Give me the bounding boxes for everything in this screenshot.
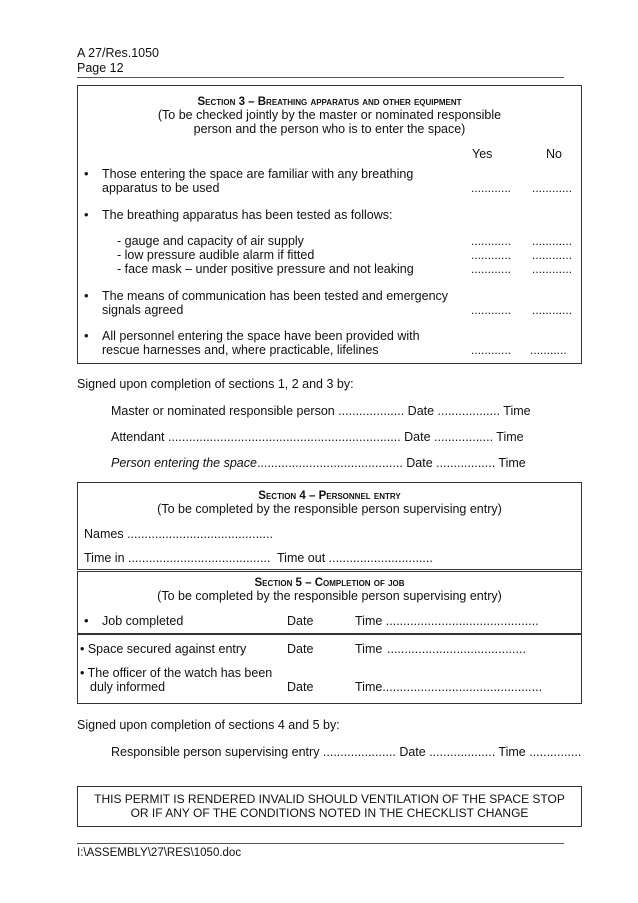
officer-time: Time.............................................. xyxy=(355,680,543,694)
space-secured-time-blank: ........................................ xyxy=(387,642,526,656)
item1-no-blank: ............ xyxy=(532,181,573,195)
sub2-no-blank: ............ xyxy=(532,248,573,262)
section3-subtitle-1: (To be checked jointly by the master or nominated responsible xyxy=(157,108,502,122)
signed-master-line: Master or nominated responsible person ................... Date .................. Time xyxy=(111,404,531,418)
bullet-icon: • xyxy=(84,207,89,222)
footer-rule xyxy=(77,843,564,844)
item2-text: The breathing apparatus has been tested as follows: xyxy=(102,208,393,222)
item3-yes-blank: ............ xyxy=(471,303,512,317)
sub1-no-blank: ............ xyxy=(532,234,573,248)
job-completed-time: Time ............................................ xyxy=(355,614,539,628)
section5-subtitle: (To be completed by the responsible person supervising entry) xyxy=(157,589,502,603)
col-no-header: No xyxy=(546,147,562,161)
signed-person-line xyxy=(111,456,526,471)
sub3-yes-blank: ............ xyxy=(471,262,512,276)
sub1-text: - gauge and capacity of air supply xyxy=(117,234,304,248)
page-number: Page 12 xyxy=(77,61,124,75)
sub1-yes-blank: ............ xyxy=(471,234,512,248)
item1-yes-blank: ............ xyxy=(471,181,512,195)
bullet-icon: • xyxy=(84,166,89,181)
warning-line1: THIS PERMIT IS RENDERED INVALID SHOULD VENTILATION OF THE SPACE STOP xyxy=(94,792,565,806)
person-entering-blanks: .......................................... Date ................. Time xyxy=(256,456,526,470)
officer-line1: • The officer of the watch has been xyxy=(80,666,273,680)
job-completed-date: Date xyxy=(287,614,314,628)
person-entering-label: Person entering the space xyxy=(111,456,257,470)
signed-45-line: Responsible person supervising entry ..................... Date ................... Time ............... xyxy=(111,745,582,759)
section5-title: Section 5 – Completion of job xyxy=(254,577,405,589)
sub2-yes-blank: ............ xyxy=(471,248,512,262)
officer-date: Date xyxy=(287,680,314,694)
footer-path: I:\ASSEMBLY\27\RES\1050.doc xyxy=(77,847,242,859)
col-yes-header: Yes xyxy=(472,147,493,161)
space-secured-time: Time xyxy=(355,642,383,656)
section4-subtitle: (To be completed by the responsible person supervising entry) xyxy=(157,502,502,516)
section4-title: Section 4 – Personnel entry xyxy=(258,490,401,502)
header-rule xyxy=(77,77,564,78)
bullet-icon: • xyxy=(84,288,89,303)
sub2-text: - low pressure audible alarm if fitted xyxy=(117,248,315,262)
space-secured-date: Date xyxy=(287,642,314,656)
time-in-field: Time in ......................................... xyxy=(84,551,271,565)
bullet-icon: • xyxy=(84,613,89,628)
time-out-field: Time out .............................. xyxy=(277,551,433,565)
signed-123-intro: Signed upon completion of sections 1, 2 and 3 by: xyxy=(77,377,354,391)
job-completed-label: Job completed xyxy=(102,614,184,628)
item3-line1: The means of communication has been tested and emergency xyxy=(102,289,449,303)
signed-45-intro: Signed upon completion of sections 4 and 5 by: xyxy=(77,718,340,732)
warning-line2: OR IF ANY OF THE CONDITIONS NOTED IN THE CHECKLIST CHANGE xyxy=(130,806,529,820)
sub3-text: - face mask – under positive pressure and not leaking xyxy=(117,262,414,276)
doc-reference: A 27/Res.1050 xyxy=(77,46,160,60)
item4-line2: rescue harnesses and, where practicable, lifelines xyxy=(102,343,379,357)
item1-line2: apparatus to be used xyxy=(102,181,220,195)
sub3-no-blank: ............ xyxy=(532,262,573,276)
item1-line1: Those entering the space are familiar with any breathing xyxy=(102,167,414,181)
item4-line1: All personnel entering the space have been provided with xyxy=(102,329,420,343)
item3-line2: signals agreed xyxy=(102,303,184,317)
names-field: Names .......................................... xyxy=(84,527,273,541)
bullet-icon: • xyxy=(84,328,89,343)
item4-yes-blank: ............ xyxy=(471,343,512,357)
item4-no-blank: ........... xyxy=(530,343,567,357)
section3-title: Section 3 – Breathing apparatus and other equipment xyxy=(197,96,462,108)
signed-attendant-line: Attendant ................................................................... Date ................. Time xyxy=(111,430,524,444)
item3-no-blank: ............ xyxy=(532,303,573,317)
space-secured-label: • Space secured against entry xyxy=(80,642,247,656)
officer-line2: duly informed xyxy=(90,680,166,694)
section3-subtitle-2: person and the person who is to enter the space) xyxy=(193,122,466,136)
